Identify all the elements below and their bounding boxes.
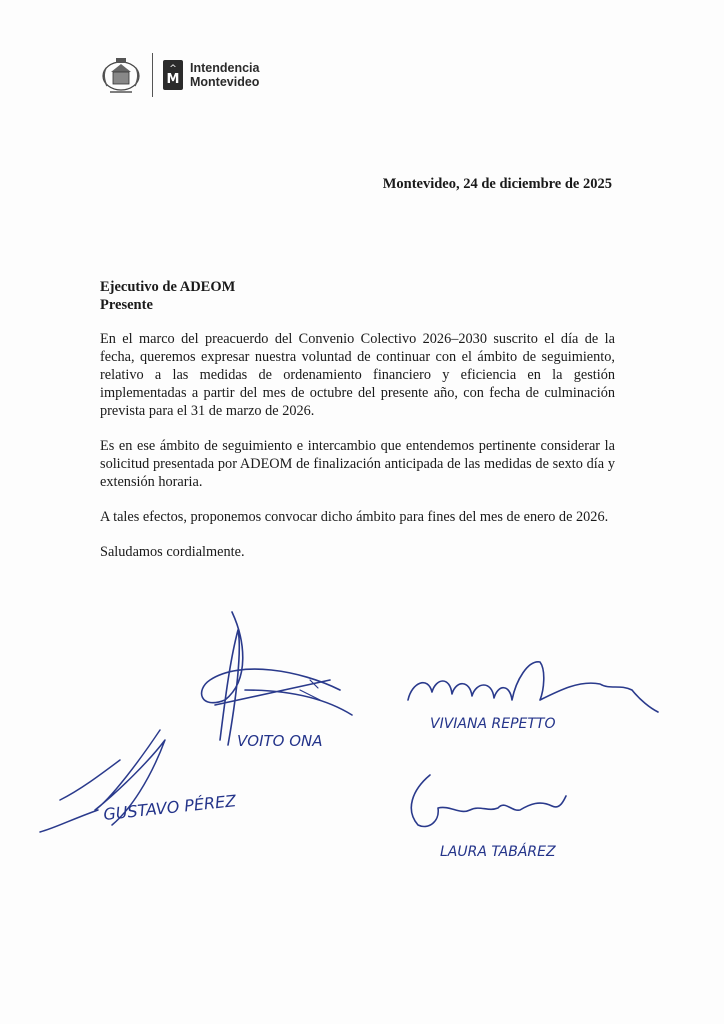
signature-4-stroke <box>411 775 566 826</box>
letter-body <box>100 330 615 578</box>
header-divider <box>152 53 153 97</box>
letterhead <box>98 52 259 98</box>
brand-line-1: Intendencia <box>190 61 260 75</box>
body-paragraph-1: En el marco del preacuerdo del Convenio Colectivo 2026–2030 suscrito el día de la fecha, queremos expresar nuestra voluntad de continuar con el ámbito de seguimiento, relativo a las medidas de ordenamiento financiero y eficiencia en la gestión implementadas a partir del mes de octubre del presente año, con fecha de culminación prevista para el 31 de marzo de 2026. <box>100 331 615 419</box>
signature-1-name: VOITO ONA <box>237 732 323 750</box>
brand-name <box>190 61 259 89</box>
addressee-line-2: Presente <box>100 297 153 313</box>
signature-4-name: LAURA TABÁREZ <box>440 844 556 860</box>
brand-logo-icon: ^ M <box>163 60 183 90</box>
letter-date: Montevideo, 24 de diciembre de 2025 <box>382 176 612 192</box>
addressee-line-1: Ejecutivo de ADEOM <box>100 279 236 295</box>
body-paragraph-3: A tales efectos, proponemos convocar dicho ámbito para fines del mes de enero de 2026. <box>100 509 609 525</box>
signature-3-stroke <box>408 662 658 712</box>
closing-line: Saludamos cordialmente. <box>100 544 245 560</box>
coat-of-arms-icon <box>98 54 144 96</box>
body-paragraph-2: Es en ese ámbito de seguimiento e intercambio que entendemos pertinente considerar la solicitud presentada por ADEOM de finalización anticipada de las medidas de sexto día y extensión horaria. <box>100 438 615 490</box>
signature-3-name: VIVIANA REPETTO <box>430 716 556 732</box>
signature-2-name: GUSTAVO PÉREZ <box>102 791 237 824</box>
signature-1-stroke <box>202 612 352 745</box>
signature-2-stroke <box>40 730 165 832</box>
addressee-block <box>100 278 235 314</box>
brand-line-2: Montevideo <box>190 75 260 89</box>
